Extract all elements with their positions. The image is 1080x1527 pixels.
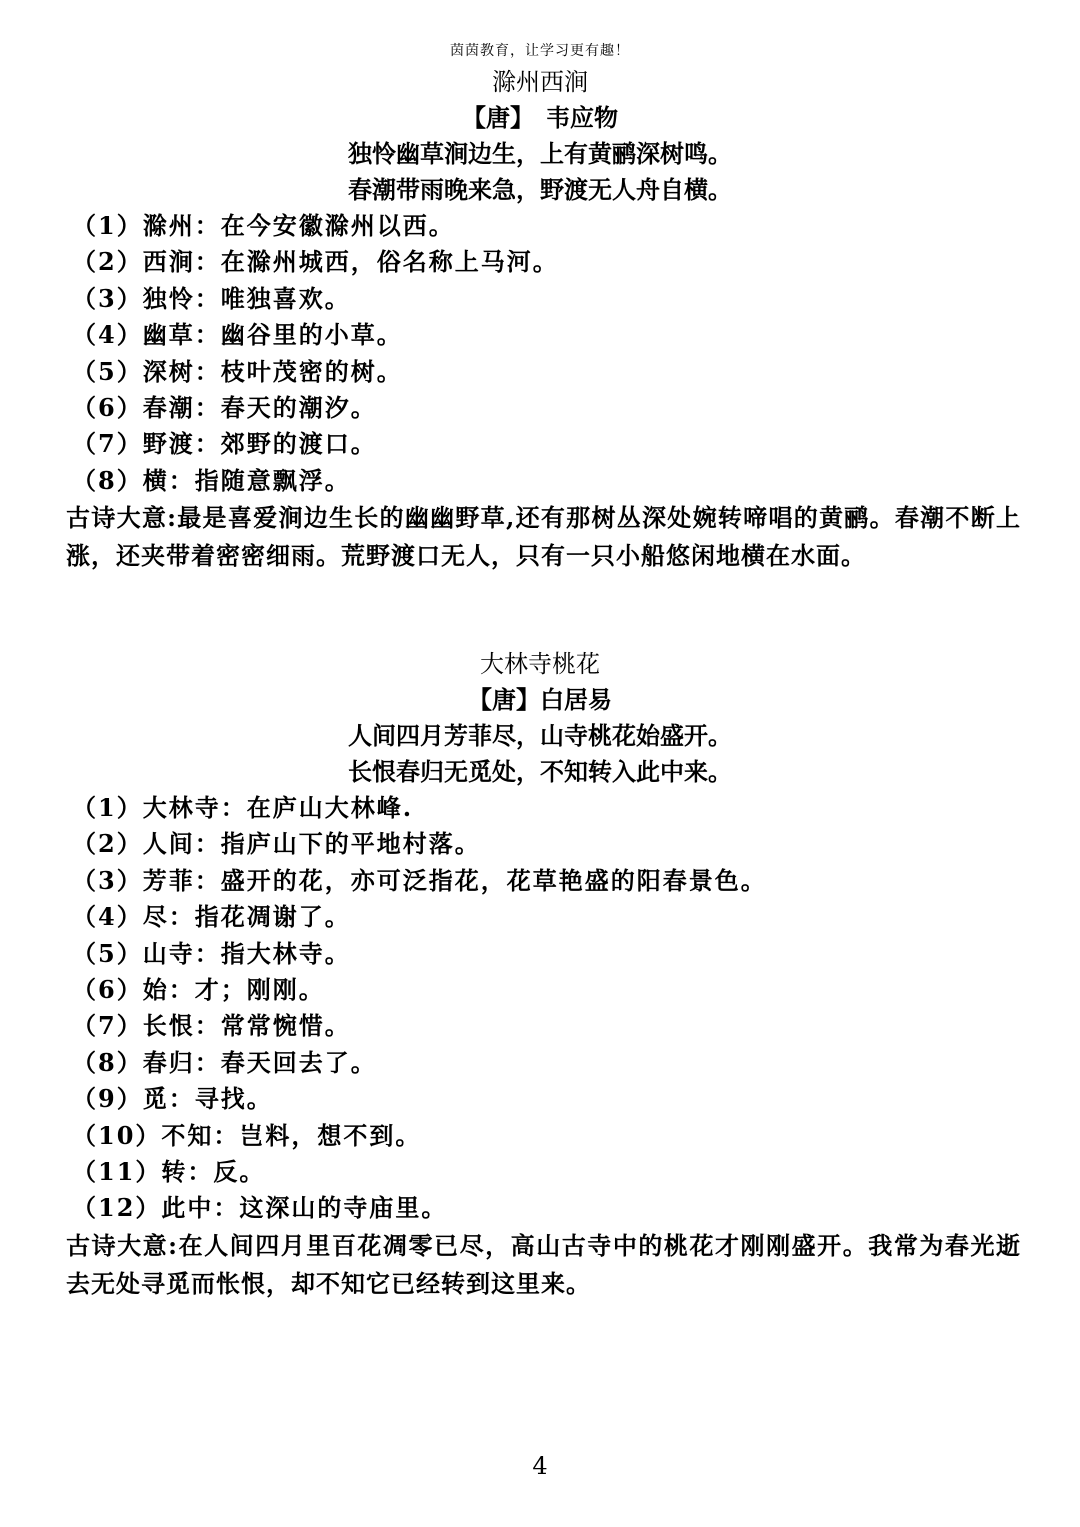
poem-summary: 古诗大意:在人间四月里百花凋零已尽，高山古寺中的桃花才刚刚盛开。我常为春光逝去无处寻觅而怅恨，却不知它已经转到这里来。 bbox=[66, 1230, 1021, 1298]
poem-section-1 bbox=[0, 64, 1080, 599]
annotation-item: （7）长恨：常常惋惜。 bbox=[72, 1011, 351, 1041]
poem-section-2 bbox=[0, 646, 1080, 1327]
annotation-item: （11）转：反。 bbox=[72, 1157, 266, 1187]
page-number: 4 bbox=[532, 1452, 548, 1480]
annotation-item: （4）幽草：幽谷里的小草。 bbox=[72, 320, 403, 350]
annotation-item: （6）春潮：春天的潮汐。 bbox=[72, 393, 377, 423]
poem-author: 【唐】白居易 bbox=[468, 685, 612, 714]
annotation-item: （6）始：才；刚刚。 bbox=[72, 975, 325, 1005]
annotation-item: （5）深树：枝叶茂密的树。 bbox=[72, 356, 403, 386]
poem-author: 【唐】 韦应物 bbox=[462, 103, 618, 132]
annotation-item: （3）独怜：唯独喜欢。 bbox=[72, 283, 351, 313]
poem-title: 大林寺桃花 bbox=[480, 650, 600, 678]
annotation-list bbox=[0, 790, 1080, 1227]
poem-verse-line: 人间四月芳菲尽，山寺桃花始盛开。 bbox=[348, 721, 732, 750]
annotation-item: （8）春归：春天回去了。 bbox=[72, 1047, 377, 1077]
annotation-item: （10）不知：岂料，想不到。 bbox=[72, 1120, 422, 1150]
poem-verse-line: 春潮带雨晚来急，野渡无人舟自横。 bbox=[348, 175, 732, 204]
annotation-item: （3）芳菲：盛开的花，亦可泛指花，花草艳盛的阳春景色。 bbox=[72, 865, 767, 895]
annotation-item: （8）横：指随意飘浮。 bbox=[72, 465, 351, 495]
annotation-item: （7）野渡：郊野的渡口。 bbox=[72, 429, 377, 459]
poem-summary: 古诗大意:最是喜爱涧边生长的幽幽野草,还有那树丛深处婉转啼唱的黄鹂。春潮不断上涨，还夹带着密密细雨。荒野渡口无人，只有一只小船悠闲地横在水面。 bbox=[66, 503, 1021, 571]
annotation-item: （9）觅：寻找。 bbox=[72, 1084, 273, 1114]
annotation-list bbox=[0, 208, 1080, 499]
poem-verse-line: 长恨春归无觅处，不知转入此中来。 bbox=[348, 757, 732, 786]
annotation-item: （12）此中：这深山的寺庙里。 bbox=[72, 1193, 448, 1223]
poem-title: 滁州西涧 bbox=[492, 68, 588, 96]
annotation-item: （1）滁州：在今安徽滁州以西。 bbox=[72, 211, 455, 240]
page-header: 茵茵教育，让学习更有趣！ bbox=[450, 43, 630, 59]
poem-verse-line: 独怜幽草涧边生，上有黄鹂深树鸣。 bbox=[348, 139, 732, 168]
annotation-item: （2）西涧：在滁州城西，俗名称上马河。 bbox=[72, 247, 559, 277]
annotation-item: （4）尽：指花凋谢了。 bbox=[72, 902, 351, 932]
annotation-item: （1）大林寺：在庐山大林峰. bbox=[72, 793, 414, 822]
annotation-item: （2）人间：指庐山下的平地村落。 bbox=[72, 829, 481, 859]
annotation-item: （5）山寺：指大林寺。 bbox=[72, 938, 351, 968]
